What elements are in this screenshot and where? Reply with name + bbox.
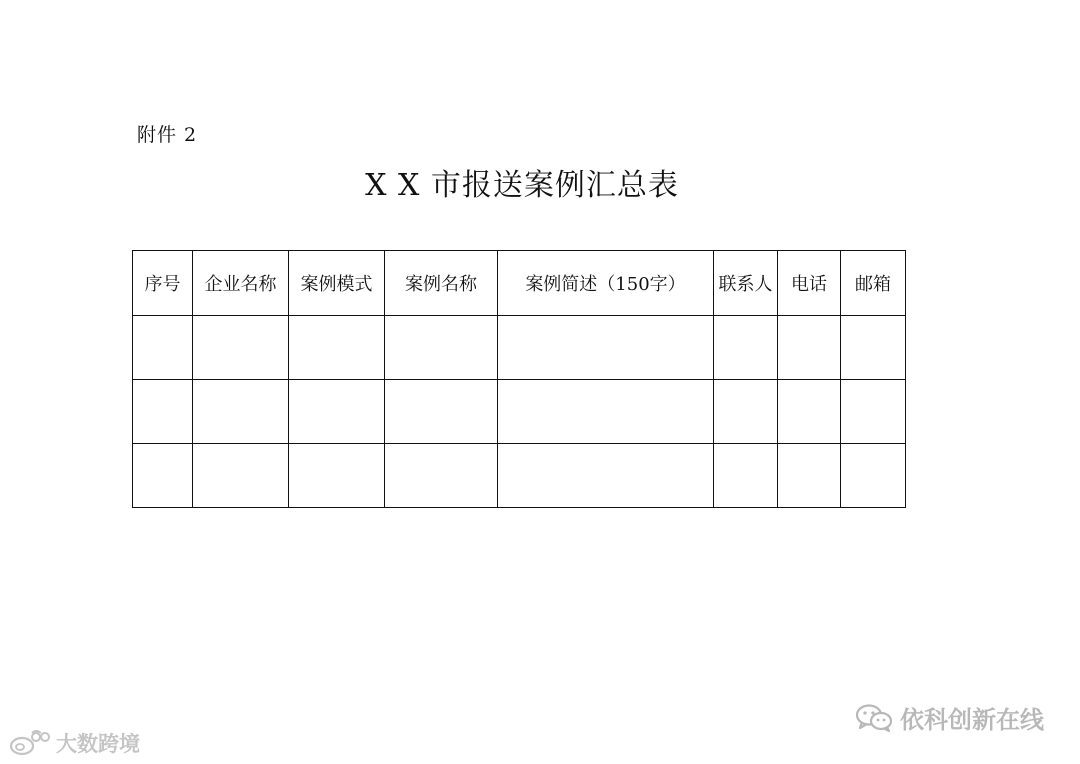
table-cell bbox=[385, 316, 498, 380]
table-cell bbox=[289, 380, 385, 444]
table-row bbox=[133, 380, 906, 444]
weibo-icon bbox=[8, 729, 52, 757]
watermark-left-text: 大数跨境 bbox=[56, 732, 140, 756]
table-cell bbox=[778, 380, 841, 444]
table-cell bbox=[289, 316, 385, 380]
table-cell bbox=[841, 444, 906, 508]
table-cell bbox=[498, 444, 714, 508]
table-row bbox=[133, 444, 906, 508]
table-cell bbox=[714, 380, 778, 444]
header-cell: 企业名称 bbox=[193, 251, 289, 316]
table-cell bbox=[385, 444, 498, 508]
table-row bbox=[133, 316, 906, 380]
table-cell bbox=[193, 444, 289, 508]
table-cell bbox=[498, 316, 714, 380]
header-cell: 案例模式 bbox=[289, 251, 385, 316]
watermark-weibo bbox=[8, 728, 140, 758]
header-cell: 案例简述（150字） bbox=[498, 251, 714, 316]
table-cell bbox=[778, 444, 841, 508]
watermark-right-text: 依科创新在线 bbox=[900, 706, 1044, 734]
header-cell: 联系人 bbox=[714, 251, 778, 316]
table-cell bbox=[498, 380, 714, 444]
case-summary-table bbox=[132, 250, 906, 508]
table-cell bbox=[841, 380, 906, 444]
watermark-wechat bbox=[854, 700, 1044, 735]
wechat-icon bbox=[854, 703, 894, 733]
table-cell bbox=[841, 316, 906, 380]
table-cell bbox=[193, 316, 289, 380]
table-cell bbox=[193, 380, 289, 444]
table-cell bbox=[385, 380, 498, 444]
table-header-row bbox=[133, 251, 906, 316]
table-cell bbox=[133, 380, 193, 444]
table-cell bbox=[133, 316, 193, 380]
attachment-label: 附件 2 bbox=[137, 124, 198, 146]
table-cell bbox=[133, 444, 193, 508]
table-cell bbox=[714, 316, 778, 380]
table-cell bbox=[289, 444, 385, 508]
document-title: X X 市报送案例汇总表 bbox=[365, 168, 679, 203]
header-cell: 邮箱 bbox=[841, 251, 906, 316]
table-cell bbox=[778, 316, 841, 380]
header-cell: 电话 bbox=[778, 251, 841, 316]
header-cell: 序号 bbox=[133, 251, 193, 316]
table-cell bbox=[714, 444, 778, 508]
header-cell: 案例名称 bbox=[385, 251, 498, 316]
